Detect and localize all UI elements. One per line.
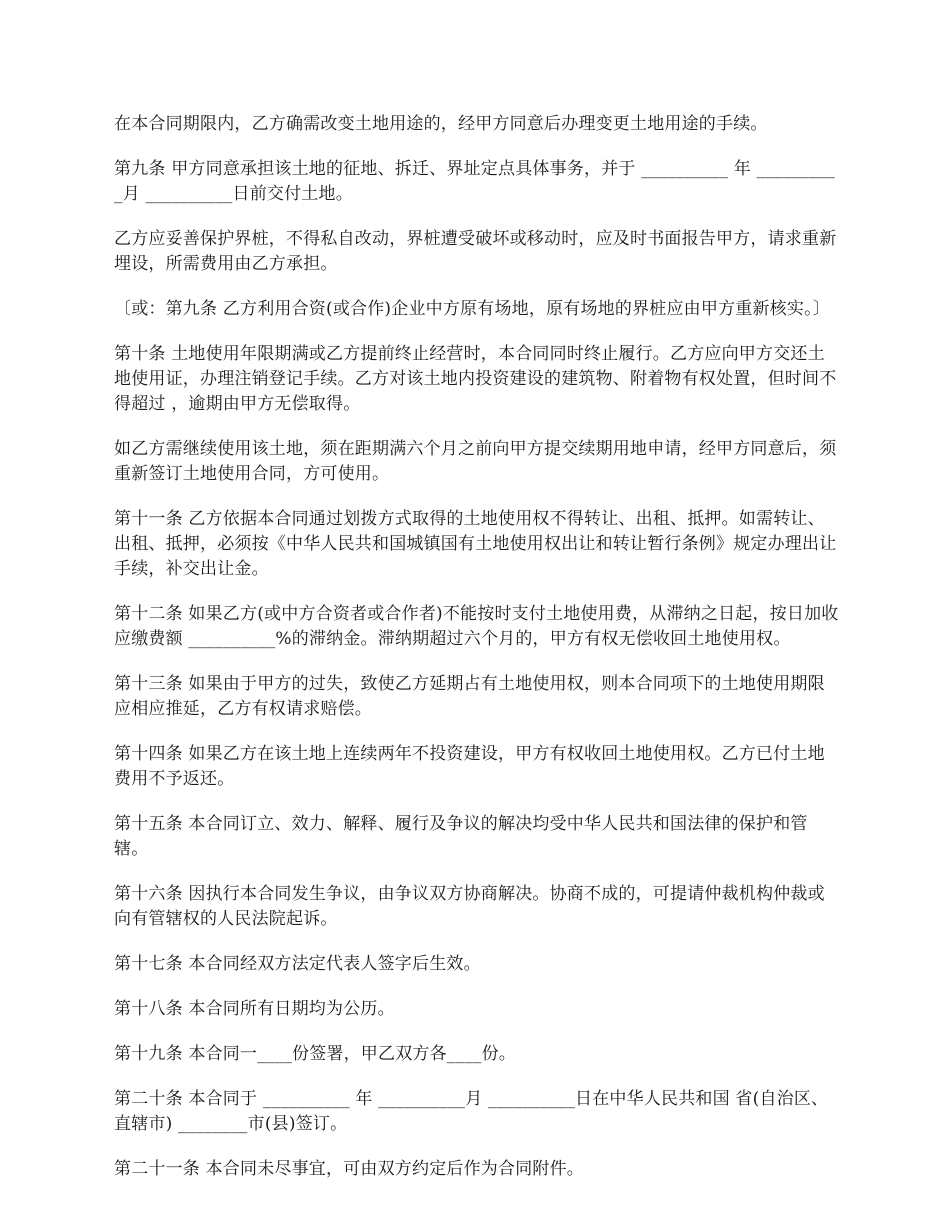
paragraph-article-14: 第十四条 如果乙方在该土地上连续两年不投资建设，甲方有权收回土地使用权。乙方已付土地费用不予返还。 <box>114 744 825 789</box>
paragraph-land-use-change: 在本合同期限内，乙方确需改变土地用途的，经甲方同意后办理变更土地用途的手续。 <box>114 114 768 134</box>
paragraph-boundary-markers: 乙方应妥善保护界桩，不得私自改动，界桩遭受破坏或移动时，应及时书面报告甲方，请求重新埋设，所需费用由乙方承担。 <box>114 229 837 274</box>
document-body <box>114 112 840 1202</box>
paragraph-article-15: 第十五条 本合同订立、效力、解释、履行及争议的解决均受中华人民共和国法律的保护和管辖。 <box>114 814 808 859</box>
paragraph-article-19: 第十九条 本合同一____份签署，甲乙双方各____份。 <box>114 1044 517 1064</box>
paragraph-article-16: 第十六条 因执行本合同发生争议，由争议双方协商解决。协商不成的，可提请仲裁机构仲裁或向有管辖权的人民法院起诉。 <box>114 884 825 929</box>
paragraph-article-9: 第九条 甲方同意承担该土地的征地、拆迁、界址定点具体事务，并于 __________ 年 __________月 __________日前交付土地。 <box>114 159 835 204</box>
paragraph-renewal: 如乙方需继续使用该土地，须在距期满六个月之前向甲方提交续期用地申请，经甲方同意后，须重新签订土地使用合同，方可使用。 <box>114 439 837 484</box>
paragraph-article-20: 第二十条 本合同于 __________ 年 __________月 __________日在中华人民共和国 省(自治区、直辖市) ________市(县)签订。 <box>114 1089 829 1134</box>
paragraph-article-13: 第十三条 如果由于甲方的过失，致使乙方延期占有土地使用权，则本合同项下的土地使用期限应相应推延，乙方有权请求赔偿。 <box>114 674 825 719</box>
paragraph-article-17: 第十七条 本合同经双方法定代表人签字后生效。 <box>114 954 481 974</box>
paragraph-article-12: 第十二条 如果乙方(或中方合资者或合作者)不能按时支付土地使用费，从滞纳之日起，按日加收应缴费额 __________%的滞纳金。滞纳期超过六个月的，甲方有权无偿收回土地使用权。 <box>114 604 839 649</box>
paragraph-article-18: 第十八条 本合同所有日期均为公历。 <box>114 999 395 1019</box>
paragraph-article-9-alt: 〔或：第九条 乙方利用合资(或合作)企业中方原有场地，原有场地的界桩应由甲方重新核实。〕 <box>114 299 830 319</box>
paragraph-article-10: 第十条 土地使用年限期满或乙方提前终止经营时，本合同同时终止履行。乙方应向甲方交还土地使用证，办理注销登记手续。乙方对该土地内投资建设的建筑物、附着物有权处置，但时间不得超过 ，逾期由甲方无偿取得。 <box>114 344 837 414</box>
paragraph-article-11: 第十一条 乙方依据本合同通过划拨方式取得的土地使用权不得转让、出租、抵押。如需转让、出租、抵押，必须按《中华人民共和国城镇国有土地使用权出让和转让暂行条例》规定办理出让手续，补交出让金。 <box>114 509 837 579</box>
paragraph-article-21: 第二十一条 本合同未尽事宜，可由双方约定后作为合同附件。 <box>114 1159 585 1179</box>
